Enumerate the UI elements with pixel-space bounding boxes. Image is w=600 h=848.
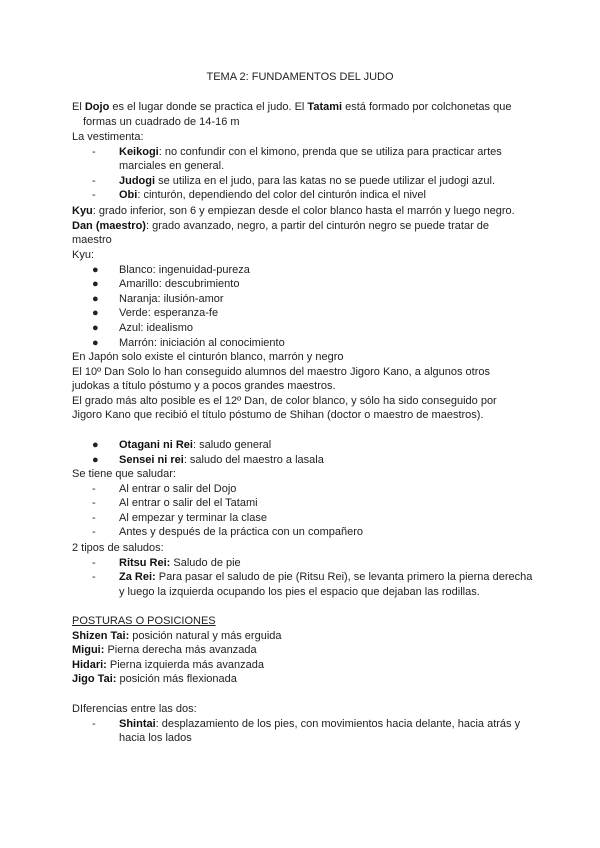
list-item: - Ritsu Rei: Saludo de pie: [92, 556, 241, 569]
saludar-section: [72, 467, 532, 540]
list-item: - Al entrar o salir del el Tatami: [92, 497, 258, 510]
vestimenta-section: La vestimenta: - Keikogi: no confundir con el kimono, prenda que se utiliza para practicar artes marciales en general. - Judogi se utiliza en el judo, para las katas no se puede utilizar el judogi azul. - Obi: cinturón, dependiendo del color del cinturón indica el nivel: [72, 130, 532, 203]
dash-marker: -: [92, 497, 96, 510]
list-item: ● Amarillo: descubrimiento: [92, 278, 240, 291]
dash-marker: -: [92, 482, 96, 495]
dash-marker: -: [92, 511, 96, 524]
list-item: - Antes y después de la práctica con un compañero: [92, 526, 363, 539]
bullet-marker: ●: [92, 453, 99, 466]
dojo-term: Dojo: [84, 101, 110, 113]
saludar-heading: Se tiene que saludar:: [72, 468, 176, 480]
bullet-marker: ●: [92, 439, 99, 451]
kyu-heading: Kyu:: [72, 249, 95, 261]
bullet-marker: ●: [92, 278, 99, 291]
list-item: - Keikogi: no confundir con el kimono, prenda que se utiliza para practicar artes: [92, 145, 502, 158]
intro-paragraph: El Dojo es el lugar donde se practica el judo. El Tatami está formado por colchonetas que formas un cuadrado de 14-16 m: [72, 101, 512, 128]
posturas-section: [72, 614, 532, 687]
posturas-heading: POSTURAS O POSICIONES: [72, 615, 216, 627]
list-item: ● Sensei ni rei: saludo del maestro a lasala: [92, 453, 324, 466]
saludos-heading: 2 tipos de saludos:: [72, 542, 164, 554]
bullet-marker: ●: [92, 336, 99, 349]
dash-marker: -: [92, 717, 96, 730]
saludos-section: 2 tipos de saludos: - Ritsu Rei: Saludo de pie - Za Rei: Para pasar el saludo de pie (Ritsu Rei), se levanta primero la pierna derecha y luego la izquierda ocupando los pies el espacio que dejaban las rodillas.: [72, 542, 533, 598]
vestimenta-heading: La vestimenta:: [72, 131, 144, 143]
list-item: ● Blanco: ingenuidad-pureza: [92, 263, 250, 276]
kyu-colors-section: [72, 248, 532, 350]
list-item: - Za Rei: Para pasar el saludo de pie (Ritsu Rei), se levanta primero la pierna derecha: [92, 571, 533, 584]
list-item: - Shintai: desplazamiento de los pies, con movimientos hacia delante, hacia atrás y: [92, 717, 521, 730]
list-item: ● Otagani ni Rei: saludo general: [92, 439, 272, 451]
bullet-marker: ●: [92, 321, 99, 334]
list-item: Migui: Pierna derecha más avanzada: [72, 644, 257, 657]
list-item: - Al empezar y terminar la clase: [92, 511, 267, 524]
dash-marker: -: [92, 189, 96, 202]
list-item: ● Azul: idealismo: [92, 321, 193, 334]
grades-section: Kyu: grado inferior, son 6 y empiezan desde el color blanco hasta el marrón y luego negro. Dan (maestro): grado avanzado, negro, a partir del cinturón negro se puede tratar de maestro: [72, 205, 515, 247]
list-item: - Obi: cinturón, dependiendo del color del cinturón indica el nivel: [92, 189, 426, 202]
tatami-term: Tatami: [307, 101, 343, 113]
list-item: ● Naranja: ilusión-amor: [92, 292, 224, 305]
dash-marker: -: [92, 556, 96, 569]
bullet-marker: ●: [92, 307, 99, 320]
list-item: - Judogi se utiliza en el judo, para las katas no se puede utilizar el judogi azul.: [92, 174, 496, 187]
dash-marker: -: [92, 174, 96, 187]
list-item: ● Marrón: iniciación al conocimiento: [92, 336, 285, 349]
list-item: Jigo Tai: posición más flexionada: [72, 673, 237, 686]
dash-marker: -: [92, 145, 96, 158]
rei-section: [72, 438, 532, 467]
list-item: ● Verde: esperanza-fe: [92, 307, 219, 320]
bullet-marker: ●: [92, 263, 99, 276]
diferencias-heading: DIferencias entre las dos:: [72, 703, 197, 715]
list-item: Shizen Tai: posición natural y más erguida: [72, 629, 282, 642]
diferencias-section: DIferencias entre las dos: - Shintai: desplazamiento de los pies, con movimientos hacia delante, hacia atrás y hacia los lados: [72, 702, 532, 746]
list-item: Hidari: Pierna izquierda más avanzada: [72, 658, 264, 671]
list-item: - Al entrar o salir del Dojo: [92, 482, 237, 495]
bullet-marker: ●: [92, 292, 99, 305]
document-title: TEMA 2: FUNDAMENTOS DEL JUDO: [206, 71, 394, 83]
dash-marker: -: [92, 526, 96, 539]
dan-paragraphs: En Japón solo existe el cinturón blanco, marrón y negro El 10º Dan Solo lo han conseguido alumnos del maestro Jigoro Kano, a algunos otros judokas a título póstumo y a pocos grandes maestros. El grado más alto posible es el 12º Dan, de color blanco, y sólo ha sido conseguido por Jigoro Kano que recibió el título póstumo de Shihan (doctor o maestro de maestros).: [72, 351, 497, 422]
dash-marker: -: [92, 571, 96, 584]
